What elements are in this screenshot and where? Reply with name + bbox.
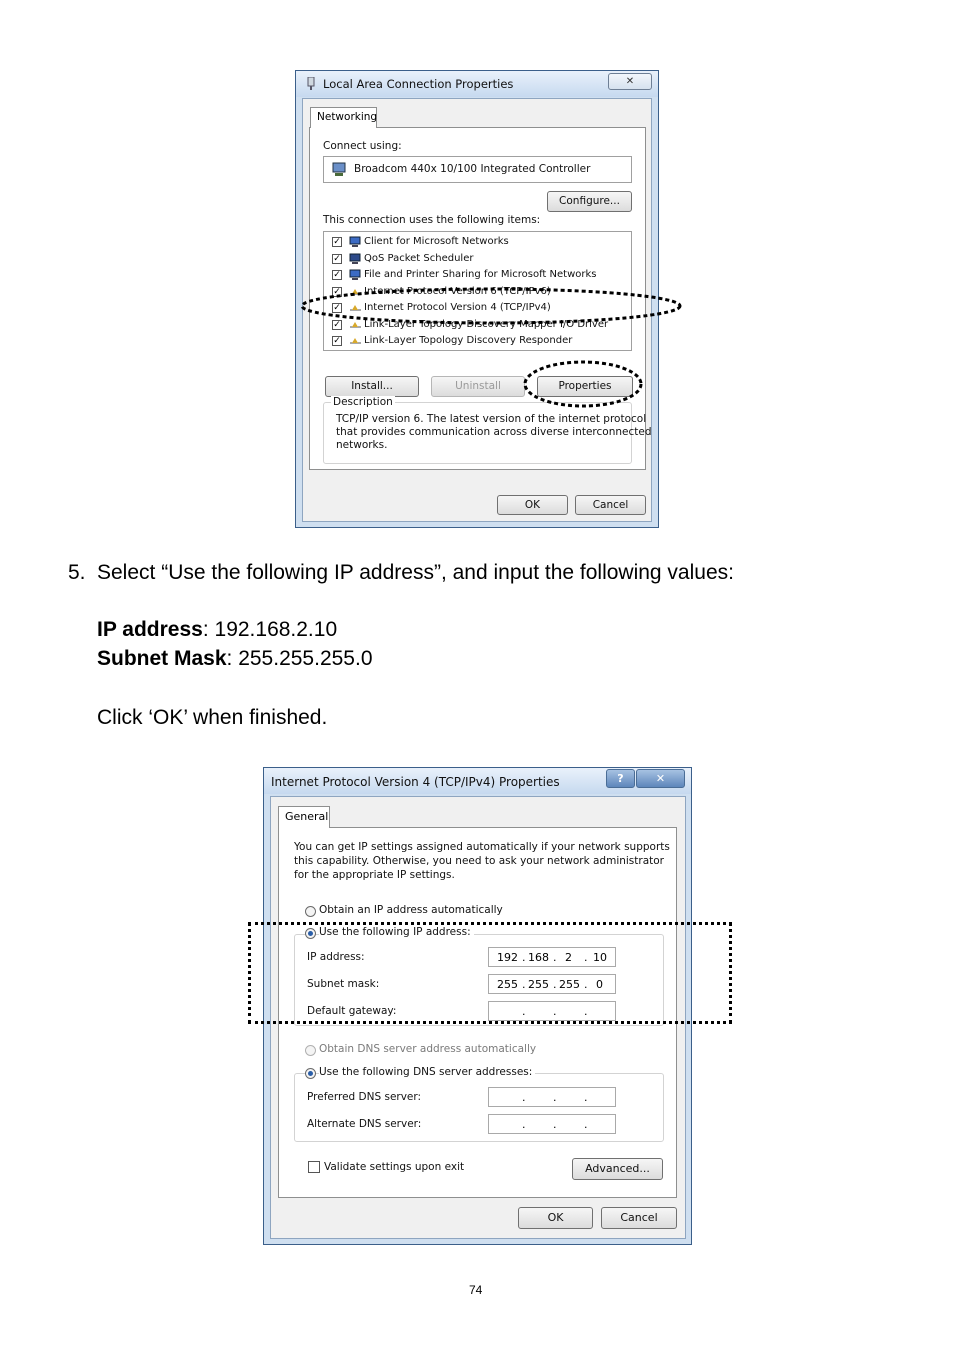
preferred-dns-label: Preferred DNS server: bbox=[307, 1091, 422, 1103]
page-number: 74 bbox=[469, 1283, 483, 1297]
ip-octet-1: 192 bbox=[497, 951, 518, 964]
help-button[interactable] bbox=[606, 769, 635, 788]
close-icon: ✕ bbox=[655, 772, 666, 785]
item-checkbox[interactable]: ✓ bbox=[333, 286, 341, 297]
protocol-icon bbox=[349, 335, 362, 347]
mask-dot-1: . bbox=[522, 978, 526, 991]
mask-octet-2: 255 bbox=[528, 978, 549, 991]
item-checkbox[interactable]: ✓ bbox=[333, 303, 341, 313]
item-label[interactable]: Internet Protocol Version 6 (TCP/IPv6) bbox=[364, 285, 551, 297]
item-label[interactable]: QoS Packet Scheduler bbox=[364, 252, 474, 264]
configure-button[interactable]: Configure... bbox=[547, 191, 632, 212]
mask-dot-2: . bbox=[553, 978, 557, 991]
item-checkbox[interactable]: ✓ bbox=[333, 253, 341, 264]
close-button[interactable] bbox=[608, 73, 652, 90]
validate-checkbox[interactable] bbox=[308, 1161, 320, 1173]
close-icon: ✕ bbox=[625, 76, 635, 87]
ip-octet-4: 10 bbox=[593, 951, 607, 964]
obtain-ip-auto-label: Obtain an IP address automatically bbox=[319, 904, 503, 916]
uninstall-button: Uninstall bbox=[431, 376, 525, 397]
item-checkbox[interactable]: ✓ bbox=[333, 336, 341, 346]
tab-general[interactable]: General bbox=[278, 806, 330, 828]
item-label[interactable]: Client for Microsoft Networks bbox=[364, 236, 509, 247]
cancel-button[interactable]: Cancel bbox=[575, 495, 646, 515]
adns-dot-2: . bbox=[553, 1118, 557, 1131]
dialog-title: Local Area Connection Properties bbox=[323, 77, 514, 91]
alternate-dns-input[interactable] bbox=[488, 1114, 616, 1134]
default-gateway-label: Default gateway: bbox=[307, 1005, 397, 1017]
network-adapter-icon bbox=[306, 77, 316, 91]
tab-networking[interactable]: Networking bbox=[310, 107, 377, 128]
dialog-title: Internet Protocol Version 4 (TCP/IPv4) Properties bbox=[271, 775, 560, 789]
ip-address-label: IP address: bbox=[307, 951, 365, 963]
highlight-ipv4-oval bbox=[298, 285, 684, 327]
gw-dot-1: . bbox=[522, 1005, 526, 1018]
item-label[interactable]: Link-Layer Topology Discovery Mapper I/O Driver bbox=[364, 318, 609, 330]
intro-line-1: You can get IP settings assigned automatically if your network supports bbox=[294, 841, 670, 853]
obtain-dns-auto-label: Obtain DNS server address automatically bbox=[319, 1043, 537, 1055]
use-dns-label: Use the following DNS server addresses: bbox=[319, 1066, 535, 1078]
network-component-icon bbox=[349, 253, 362, 265]
mask-instruction-label: Subnet Mask bbox=[97, 647, 227, 670]
obtain-dns-auto-radio bbox=[305, 1045, 316, 1056]
use-following-ip-label: Use the following IP address: bbox=[319, 926, 474, 938]
ip-octet-2: 168 bbox=[528, 951, 549, 964]
validate-label: Validate settings upon exit bbox=[324, 1161, 465, 1173]
highlight-static-ip-box bbox=[248, 922, 732, 1024]
description-line-1: TCP/IP version 6. The latest version of the internet protocol bbox=[336, 413, 647, 425]
item-label[interactable]: File and Printer Sharing for Microsoft Networks bbox=[364, 269, 597, 280]
obtain-ip-auto-radio[interactable] bbox=[305, 906, 316, 917]
item-checkbox[interactable]: ✓ bbox=[333, 270, 341, 280]
click-ok-text: Click ‘OK’ when finished. bbox=[97, 706, 328, 729]
mask-octet-1: 255 bbox=[497, 978, 518, 991]
properties-button[interactable]: Properties bbox=[537, 376, 633, 397]
advanced-button[interactable]: Advanced... bbox=[572, 1158, 663, 1180]
adapter-name: Broadcom 440x 10/100 Integrated Controller bbox=[354, 163, 591, 175]
intro-line-2: this capability. Otherwise, you need to ask your network administrator bbox=[294, 855, 665, 867]
alternate-dns-label: Alternate DNS server: bbox=[307, 1118, 422, 1130]
preferred-dns-input[interactable] bbox=[488, 1087, 616, 1107]
cancel-button[interactable]: Cancel bbox=[601, 1207, 677, 1229]
mask-instruction-value: : 255.255.255.0 bbox=[226, 647, 373, 670]
connect-using-label: Connect using: bbox=[323, 140, 402, 152]
help-icon: ? bbox=[617, 772, 624, 785]
network-component-icon bbox=[349, 236, 362, 248]
gw-dot-3: . bbox=[584, 1005, 588, 1018]
pdns-dot-1: . bbox=[522, 1091, 526, 1104]
item-label[interactable]: Internet Protocol Version 4 (TCP/IPv4) bbox=[364, 302, 551, 313]
item-label[interactable]: Link-Layer Topology Discovery Responder bbox=[364, 335, 573, 346]
item-checkbox[interactable]: ✓ bbox=[333, 237, 341, 247]
ip-instruction-label: IP address bbox=[97, 618, 203, 641]
ip-instruction-value: : 192.168.2.10 bbox=[202, 618, 338, 641]
ok-button[interactable]: OK bbox=[518, 1207, 593, 1229]
adns-dot-3: . bbox=[584, 1118, 588, 1131]
pdns-dot-2: . bbox=[553, 1091, 557, 1104]
network-component-icon bbox=[349, 269, 362, 281]
mask-octet-3: 255 bbox=[559, 978, 580, 991]
title-bar bbox=[264, 768, 691, 794]
install-button[interactable]: Install... bbox=[325, 376, 419, 397]
ip-octet-3: 2 bbox=[565, 951, 572, 964]
highlight-properties-oval bbox=[521, 358, 645, 410]
pdns-dot-3: . bbox=[584, 1091, 588, 1104]
ip-instruction bbox=[97, 618, 337, 642]
intro-line-3: for the appropriate IP settings. bbox=[294, 869, 455, 881]
ip-dot-2: . bbox=[553, 951, 557, 964]
adapter-icon bbox=[332, 162, 348, 177]
step-number: 5. bbox=[68, 561, 86, 584]
adns-dot-1: . bbox=[522, 1118, 526, 1131]
mask-instruction bbox=[97, 647, 373, 671]
use-dns-radio[interactable] bbox=[305, 1068, 316, 1079]
title-bar bbox=[296, 71, 658, 97]
ip-dot-1: . bbox=[522, 951, 526, 964]
ok-button[interactable]: OK bbox=[497, 495, 568, 515]
item-checkbox[interactable]: ✓ bbox=[333, 319, 341, 330]
subnet-mask-label: Subnet mask: bbox=[307, 978, 380, 990]
description-line-2: that provides communication across diverse interconnected bbox=[336, 426, 652, 438]
description-line-3: networks. bbox=[336, 439, 388, 451]
description-label: Description bbox=[333, 396, 393, 408]
adapter-field bbox=[323, 156, 632, 183]
ip-dot-3: . bbox=[584, 951, 588, 964]
gw-dot-2: . bbox=[553, 1005, 557, 1018]
step-text: Select “Use the following IP address”, and input the following values: bbox=[97, 561, 734, 584]
mask-octet-4: 0 bbox=[596, 978, 603, 991]
close-button[interactable] bbox=[636, 769, 685, 788]
mask-dot-3: . bbox=[584, 978, 588, 991]
items-label: This connection uses the following items: bbox=[323, 214, 541, 226]
